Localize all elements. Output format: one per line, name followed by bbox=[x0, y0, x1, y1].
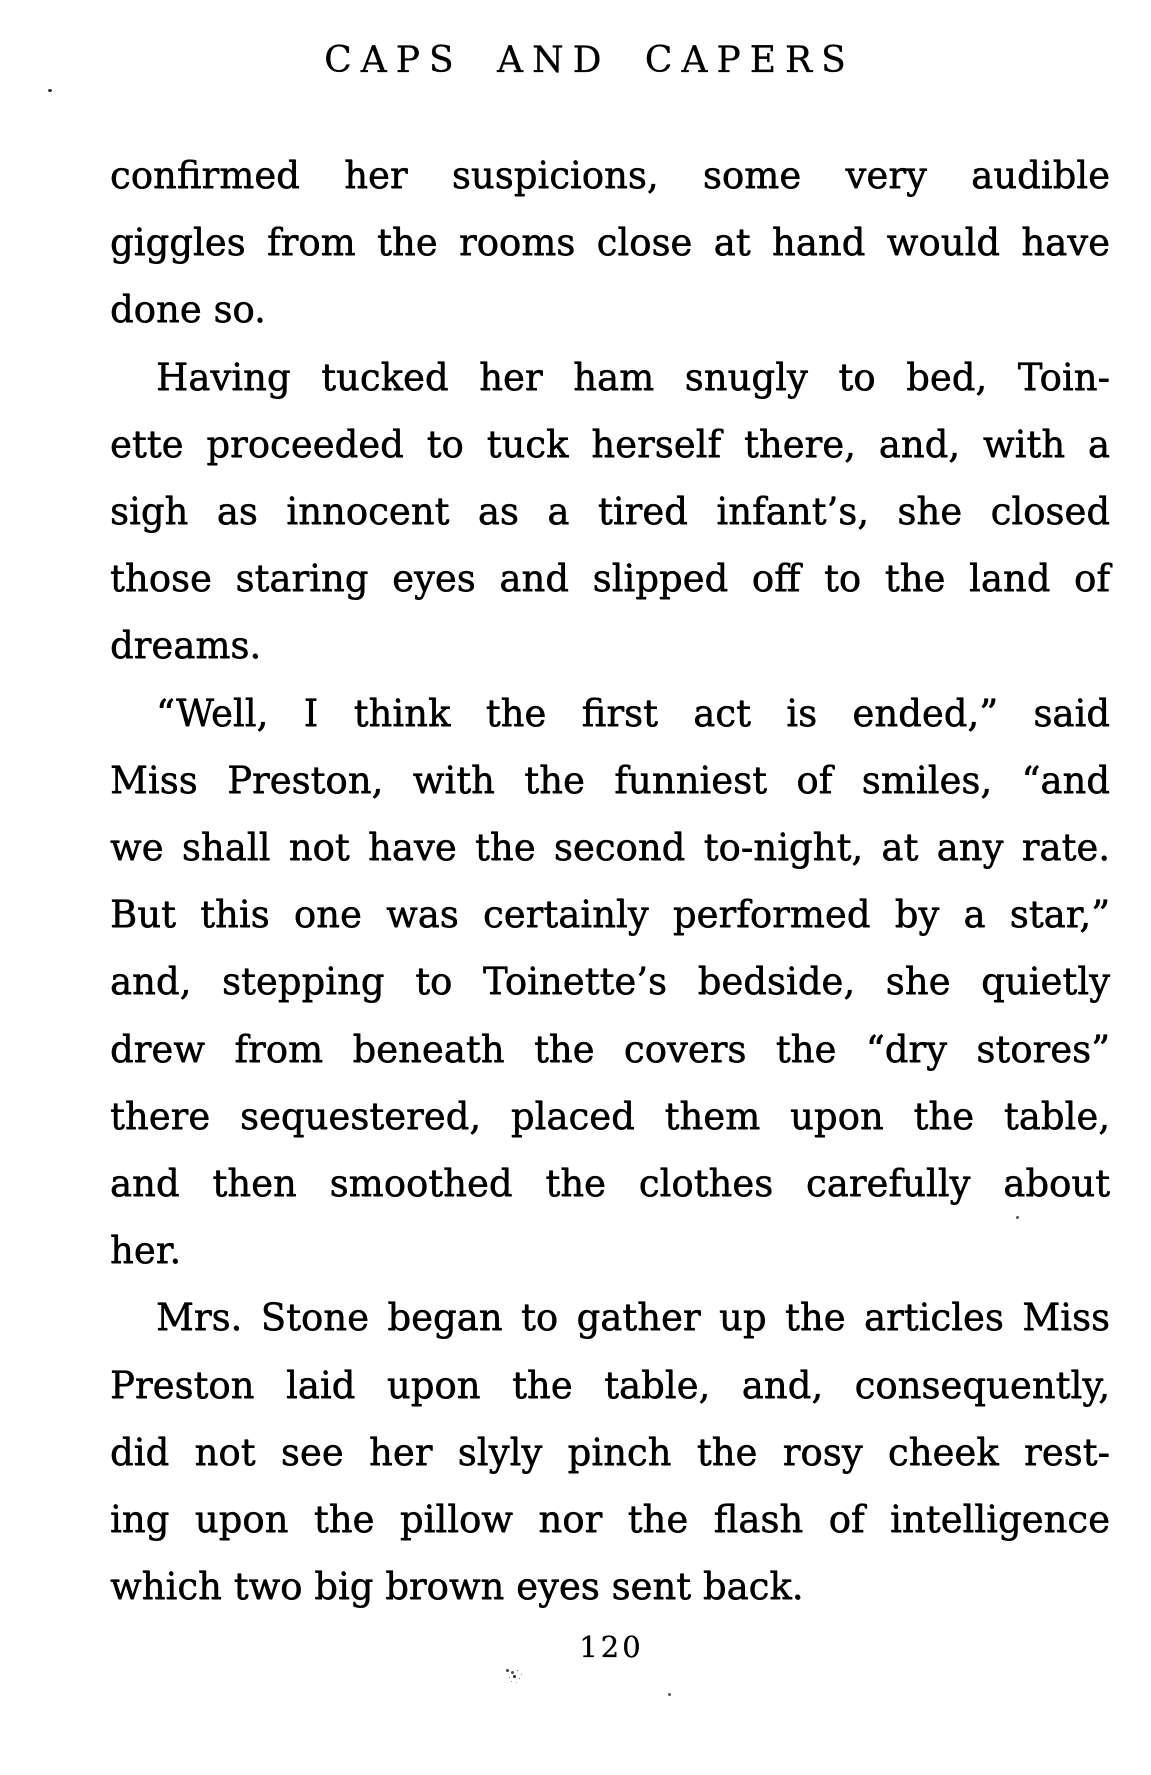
running-header: CAPS AND CAPERS bbox=[324, 40, 855, 81]
ink-speck bbox=[48, 89, 52, 92]
text-line: But this one was certainly performed by a star,” bbox=[110, 893, 1110, 937]
ink-speck bbox=[1016, 1216, 1019, 1219]
text-line: Mrs. Stone began to gather up the articles Miss bbox=[156, 1296, 1110, 1340]
page-text bbox=[110, 142, 1110, 1620]
page-number: 120 bbox=[579, 1630, 644, 1664]
text-line: there sequestered, placed them upon the table, bbox=[110, 1094, 1110, 1138]
ink-speck bbox=[668, 1693, 671, 1696]
text-line: her. bbox=[110, 1229, 182, 1273]
paragraph bbox=[110, 1284, 1110, 1620]
text-line: “Well, I think the first act is ended,” said bbox=[156, 691, 1110, 735]
text-line: Having tucked her ham snugly to bed, Toin- bbox=[156, 355, 1110, 399]
text-line: drew from beneath the covers the “dry stores” bbox=[110, 1027, 1110, 1071]
text-line: confirmed her suspicions, some very audible bbox=[110, 154, 1110, 197]
text-line: done so. bbox=[110, 288, 266, 332]
text-line: ette proceeded to tuck herself there, and, with a bbox=[110, 422, 1110, 466]
text-line: ing upon the pillow nor the flash of intelligence bbox=[110, 1498, 1110, 1542]
text-line: which two big brown eyes sent back. bbox=[110, 1565, 804, 1609]
text-line: sigh as innocent as a tired infant’s, she closed bbox=[110, 490, 1110, 534]
text-line: giggles from the rooms close at hand would have bbox=[110, 221, 1110, 265]
text-line: Preston laid upon the table, and, consequently, bbox=[110, 1363, 1110, 1407]
paragraph bbox=[110, 142, 1110, 344]
ink-smudge bbox=[506, 1669, 509, 1672]
text-line: did not see her slyly pinch the rosy cheek rest- bbox=[110, 1430, 1110, 1474]
text-line: and, stepping to Toinette’s bedside, she quietly bbox=[110, 960, 1110, 1004]
text-line: those staring eyes and slipped off to the land of bbox=[110, 557, 1110, 601]
paragraph bbox=[110, 680, 1110, 1285]
paragraph bbox=[110, 344, 1110, 680]
text-line: Miss Preston, with the funniest of smiles, “and bbox=[110, 758, 1110, 802]
text-line: dreams. bbox=[110, 624, 262, 668]
text-line: and then smoothed the clothes carefully about bbox=[110, 1162, 1110, 1206]
text-line: we shall not have the second to-night, at any rate. bbox=[110, 826, 1110, 870]
